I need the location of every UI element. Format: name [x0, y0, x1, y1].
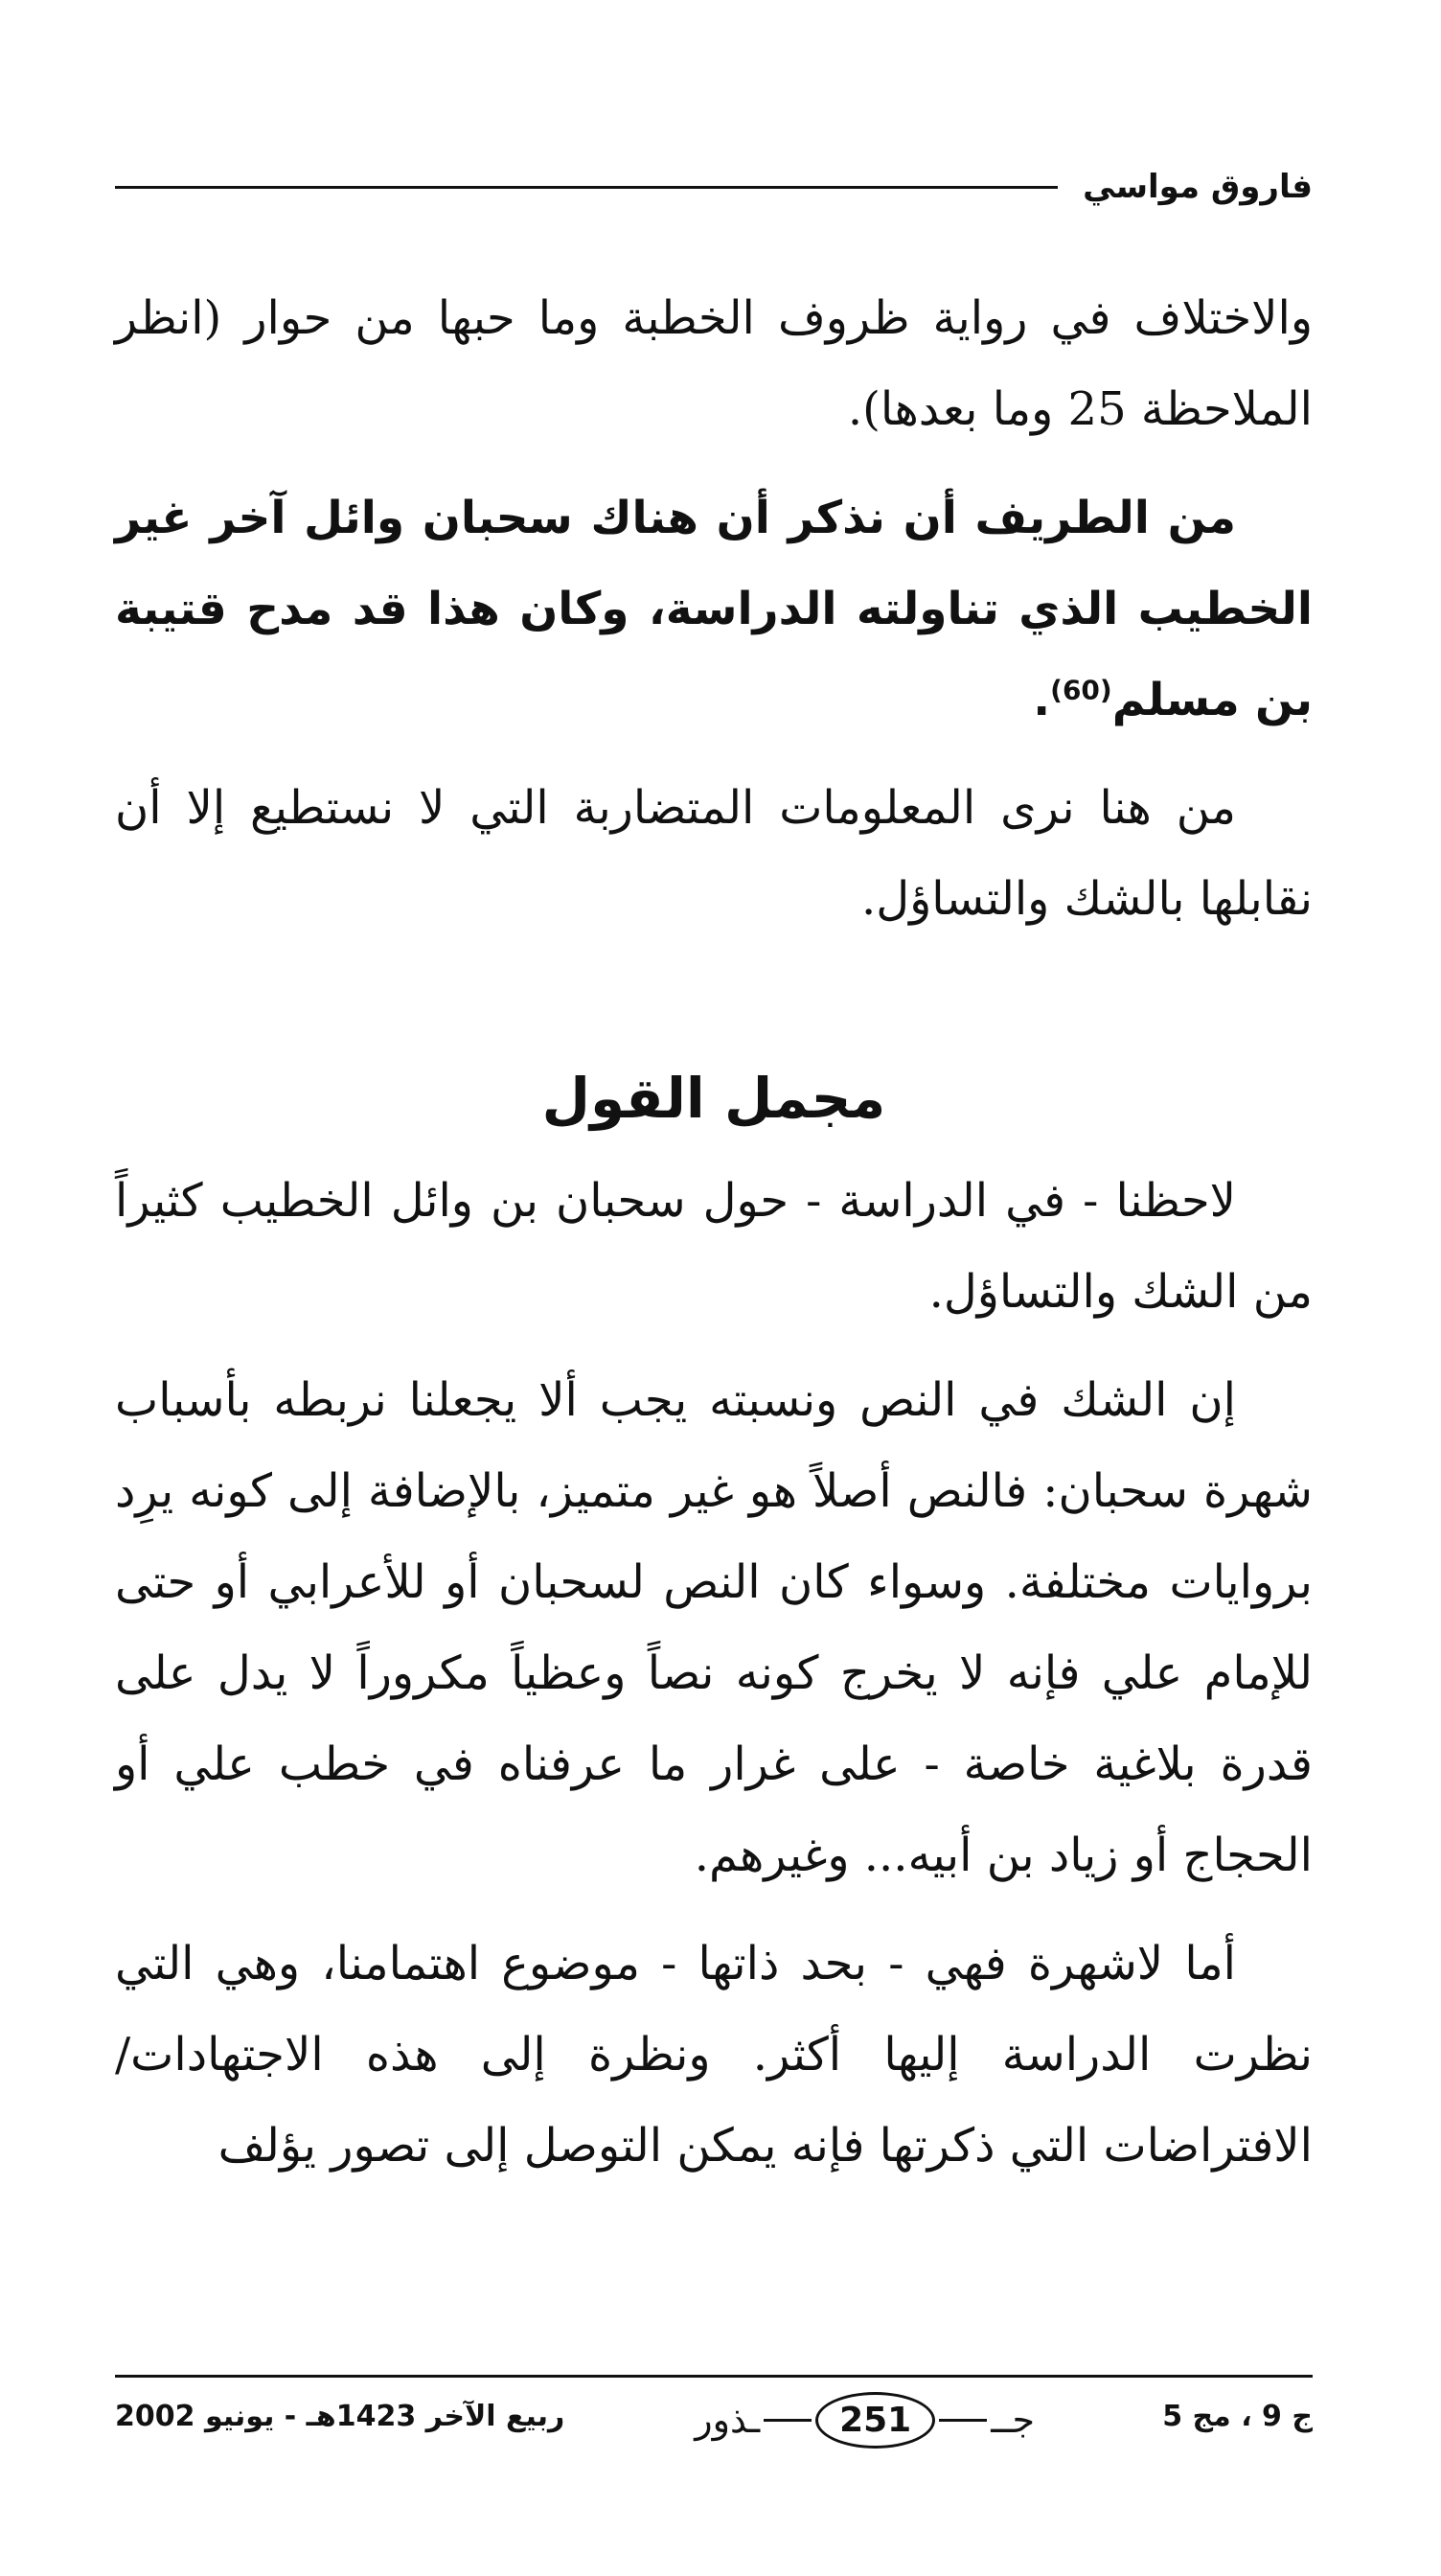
- journal-title-dash: [939, 2419, 987, 2422]
- section-title: مجمل القول: [541, 1066, 886, 1131]
- paragraph-3: من هنا نرى المعلومات المتضاربة التي لا نستطيع إلا أن نقابلها بالشك والتساؤل.: [115, 781, 1313, 926]
- paragraph-5: إن الشك في النص ونسبته يجب ألا يجعلنا نربطه بأسباب شهرة سحبان: فالنص أصلاً هو غير متميز، بالإضافة إلى كونه يرِد بروايات مختلفة. وسواء كان النص لسحبان أو للأعرابي أو حتى للإمام علي فإنه لا يخرج كونه نصاً وعظياً مكروراً لا يدل على قدرة بلاغية خاصة - على غرار ما عرفناه في خطب علي أو الحجاج أو زياد بن أبيه... وغيرهم.: [115, 1373, 1313, 1882]
- page-number: 251: [815, 2392, 935, 2449]
- paragraph-4: لاحظنا - في الدراسة - حول سحبان بن وائل الخطيب كثيراً من الشك والتساؤل.: [115, 1174, 1313, 1319]
- paragraph-1: والاختلاف في رواية ظروف الخطبة وما حبها من حوار (انظر الملاحظة 25 وما بعدها).: [115, 291, 1313, 436]
- footer-date: ربيع الآخر 1423هـ - يونيو 2002: [115, 2400, 565, 2433]
- paragraph-2-text: من الطريف أن نذكر أن هناك سحبان وائل آخر غير الخطيب الذي تناولته الدراسة، وكان هذا قد مدح قتيبة بن مسلم: [115, 492, 1313, 726]
- footer-journal-title: [695, 2386, 1035, 2453]
- journal-title-left: ـذور: [695, 2399, 761, 2441]
- footnote-ref-60: (60): [1050, 674, 1112, 706]
- footer-issue: ج 9 ، مج 5: [1162, 2400, 1313, 2433]
- paragraph-6: أما لاشهرة فهي - بحد ذاتها - موضوع اهتمامنا، وهي التي نظرت الدراسة إليها أكثر. ونظرة إلى هذه الاجتهادات/ الافتراضات التي ذكرتها فإنه يمكن التوصل إلى تصور يؤلف: [115, 1937, 1313, 2173]
- journal-title-dash: [764, 2419, 812, 2422]
- header-rule: [115, 186, 1058, 189]
- footer-rule: [115, 2375, 1313, 2378]
- page-footer: [115, 2386, 1313, 2463]
- paragraph-2-end: .: [1033, 674, 1051, 726]
- paragraph-2: [115, 472, 1313, 746]
- journal-title-right: جــ: [991, 2399, 1035, 2441]
- body-text: [115, 273, 1313, 2209]
- running-header: [115, 158, 1313, 216]
- header-author: فاروق مواسي: [1083, 168, 1313, 206]
